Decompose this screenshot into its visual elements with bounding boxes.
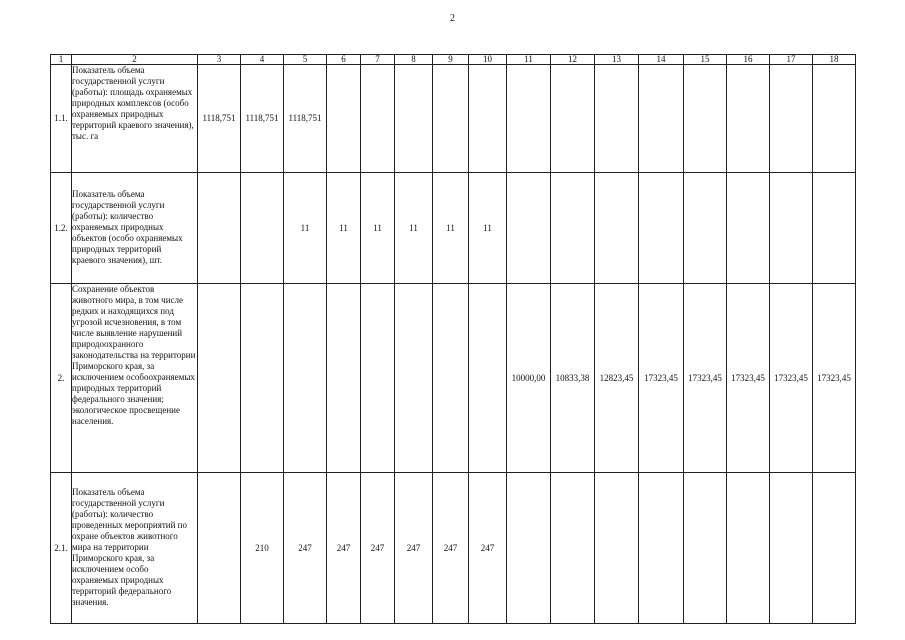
value-cell-col-8 xyxy=(395,65,433,173)
value-cell-col-10: 247 xyxy=(469,473,507,624)
column-header-1: 1 xyxy=(51,55,72,65)
row-number: 2. xyxy=(51,284,72,473)
value-cell-col-10: 11 xyxy=(469,173,507,284)
table-row xyxy=(51,473,856,624)
value-cell-col-3: 1118,751 xyxy=(198,65,241,173)
value-cell-col-12 xyxy=(551,473,595,624)
value-cell-col-4 xyxy=(241,173,284,284)
value-cell-col-6 xyxy=(327,284,361,473)
value-cell-col-16: 17323,45 xyxy=(727,284,770,473)
column-header-16: 16 xyxy=(727,55,770,65)
value-cell-col-7: 247 xyxy=(361,473,395,624)
value-cell-col-4 xyxy=(241,284,284,473)
row-number: 1.1. xyxy=(51,65,72,173)
value-cell-col-11 xyxy=(507,173,551,284)
table-row xyxy=(51,284,856,473)
table-row xyxy=(51,173,856,284)
value-cell-col-8: 247 xyxy=(395,473,433,624)
value-cell-col-18 xyxy=(813,173,856,284)
value-cell-col-3 xyxy=(198,284,241,473)
column-header-12: 12 xyxy=(551,55,595,65)
row-number: 1.2. xyxy=(51,173,72,284)
value-cell-col-5: 11 xyxy=(284,173,327,284)
value-cell-col-7 xyxy=(361,284,395,473)
value-cell-col-13 xyxy=(595,173,639,284)
value-cell-col-16 xyxy=(727,65,770,173)
value-cell-col-12 xyxy=(551,173,595,284)
column-header-9: 9 xyxy=(433,55,469,65)
page-number: 2 xyxy=(450,13,455,24)
value-cell-col-17 xyxy=(770,173,813,284)
value-cell-col-12: 10833,38 xyxy=(551,284,595,473)
value-cell-col-7 xyxy=(361,65,395,173)
value-cell-col-14 xyxy=(639,173,684,284)
column-header-4: 4 xyxy=(241,55,284,65)
value-cell-col-9: 247 xyxy=(433,473,469,624)
value-cell-col-8: 11 xyxy=(395,173,433,284)
value-cell-col-9 xyxy=(433,65,469,173)
column-header-11: 11 xyxy=(507,55,551,65)
table-row xyxy=(51,65,856,173)
value-cell-col-13: 12823,45 xyxy=(595,284,639,473)
value-cell-col-15 xyxy=(684,473,727,624)
row-name: Показатель объема государственной услуги (работы): количество охраняемых природных объектов (особо охраняемых природных территорий краевого значения), шт. xyxy=(72,173,198,284)
value-cell-col-7: 11 xyxy=(361,173,395,284)
value-cell-col-11 xyxy=(507,473,551,624)
value-cell-col-10 xyxy=(469,65,507,173)
value-cell-col-13 xyxy=(595,65,639,173)
column-header-15: 15 xyxy=(684,55,727,65)
value-cell-col-9: 11 xyxy=(433,173,469,284)
value-cell-col-15 xyxy=(684,65,727,173)
column-header-18: 18 xyxy=(813,55,856,65)
column-header-17: 17 xyxy=(770,55,813,65)
column-header-5: 5 xyxy=(284,55,327,65)
column-header-13: 13 xyxy=(595,55,639,65)
row-number: 2.1. xyxy=(51,473,72,624)
value-cell-col-15: 17323,45 xyxy=(684,284,727,473)
value-cell-col-4: 1118,751 xyxy=(241,65,284,173)
row-name: Показатель объема государственной услуги (работы): площадь охраняемых природных комплексов (особо охраняемых природных территорий краевого значения), тыс. га xyxy=(72,65,198,173)
row-name: Сохранение объектов животного мира, в том числе редких и находящихся под угрозой исчезновения, в том числе выявление нарушений природоохранного законодательства на территории Приморского края, за исключением особоохраняемых природных территорий федерального значения; экологическое просвещение населения. xyxy=(72,284,198,473)
value-cell-col-14 xyxy=(639,473,684,624)
value-cell-col-11: 10000,00 xyxy=(507,284,551,473)
value-cell-col-5 xyxy=(284,284,327,473)
value-cell-col-12 xyxy=(551,65,595,173)
value-cell-col-16 xyxy=(727,173,770,284)
value-cell-col-11 xyxy=(507,65,551,173)
value-cell-col-13 xyxy=(595,473,639,624)
value-cell-col-5: 1118,751 xyxy=(284,65,327,173)
value-cell-col-10 xyxy=(469,284,507,473)
value-cell-col-3 xyxy=(198,173,241,284)
value-cell-col-18 xyxy=(813,473,856,624)
column-header-10: 10 xyxy=(469,55,507,65)
column-header-2: 2 xyxy=(72,55,198,65)
header-row xyxy=(51,55,856,65)
value-cell-col-18: 17323,45 xyxy=(813,284,856,473)
column-header-3: 3 xyxy=(198,55,241,65)
value-cell-col-14 xyxy=(639,65,684,173)
value-cell-col-14: 17323,45 xyxy=(639,284,684,473)
indicator-table xyxy=(50,54,856,624)
column-header-14: 14 xyxy=(639,55,684,65)
column-header-8: 8 xyxy=(395,55,433,65)
value-cell-col-9 xyxy=(433,284,469,473)
value-cell-col-8 xyxy=(395,284,433,473)
value-cell-col-4: 210 xyxy=(241,473,284,624)
value-cell-col-6 xyxy=(327,65,361,173)
value-cell-col-3 xyxy=(198,473,241,624)
column-header-6: 6 xyxy=(327,55,361,65)
value-cell-col-6: 247 xyxy=(327,473,361,624)
value-cell-col-17 xyxy=(770,473,813,624)
column-header-7: 7 xyxy=(361,55,395,65)
row-name: Показатель объема государственной услуги (работы): количество проведенных мероприятий по охране объектов животного мира на территории Приморского края, за исключением особо охраняемых природных территорий федерального значения. xyxy=(72,473,198,624)
value-cell-col-18 xyxy=(813,65,856,173)
value-cell-col-6: 11 xyxy=(327,173,361,284)
value-cell-col-16 xyxy=(727,473,770,624)
value-cell-col-17 xyxy=(770,65,813,173)
value-cell-col-17: 17323,45 xyxy=(770,284,813,473)
value-cell-col-5: 247 xyxy=(284,473,327,624)
value-cell-col-15 xyxy=(684,173,727,284)
